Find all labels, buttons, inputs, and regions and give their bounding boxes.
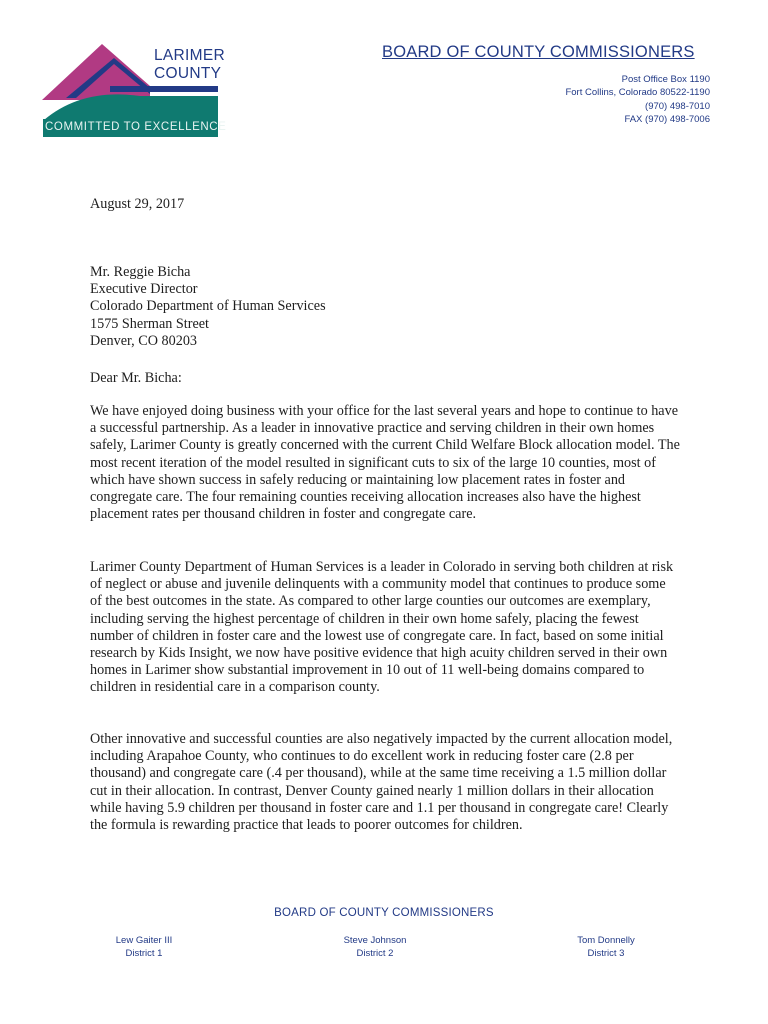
commissioner-name: Tom Donnelly [577, 935, 635, 946]
recipient-title: Executive Director [90, 281, 198, 298]
paragraph-text: Larimer County Department of Human Services is a leader in Colorado in serving both children at risk of neglect or abuse and juvenile delinquents with a community model that continues to produce some of the best outcomes in the state. As compared to other large counties our outcomes are exemplary, including serving the highest percentage of children in their own home safely, placing the fewest number of children in foster care and the lowest use of congregate care. In fact, based on some initial research by Kids Insight, we now have positive evidence that high acuity children served in their own homes in Larimer show substantial improvement in 10 out of 11 well-being domains compared to children in residential care in a comparison county. [90, 559, 674, 696]
letterhead-contact [565, 73, 710, 126]
recipient-street: 1575 Sherman Street [90, 315, 209, 332]
logo-tagline: COMMITTED TO EXCELLENCE [45, 121, 227, 133]
commissioner-district: District 3 [587, 947, 625, 959]
logo-text-larimer: LARIMER [154, 47, 226, 64]
letter-paragraph-1 [90, 403, 680, 523]
commissioner-name: Steve Johnson [343, 935, 407, 946]
letter-date: August 29, 2017 [90, 196, 185, 212]
recipient-address [90, 264, 680, 350]
contact-city: Fort Collins, Colorado 80522-1190 [565, 87, 710, 99]
commissioner-district: District 1 [125, 947, 163, 959]
commissioner-name: Lew Gaiter III [115, 935, 173, 946]
letterhead-board-title: BOARD OF COUNTY COMMISSIONERS [382, 43, 695, 61]
paragraph-text: Other innovative and successful counties are also negatively impacted by the current allocation model, including Arapahoe County, who continues to do excellent work in reducing foster care (2.8 per thousand) and congregate care (.4 per thousand), while at the same time receiving a 1.5 million dollar cut in their allocation. In contrast, Denver County gained nearly 1 million dollars in their allocation while having 5.9 children per thousand in foster care and 1.1 per thousand in congregate care! Clearly the formula is rewarding practice that leads to poorer outcomes for children. [90, 731, 673, 834]
recipient-name: Mr. Reggie Bicha [90, 264, 191, 280]
contact-po-box: Post Office Box 1190 [621, 74, 710, 85]
paragraph-text: We have enjoyed doing business with your office for the last several years and hope to continue to have a successful partnership. As a leader in innovative practice and serving children in their own homes safely, Larimer County is greatly concerned with the current Child Welfare Block allocation model. The most recent iteration of the model resulted in significant cuts to six of the large 10 counties, most of which have shown success in safely reducing or maintaining low placement rates in foster and congregate care. The four remaining counties receiving allocation increases also have the highest placement rates per thousand children in foster and congregate care. [90, 403, 680, 523]
footer-board-title: BOARD OF COUNTY COMMISSIONERS [274, 907, 494, 919]
commissioner-3 [536, 935, 676, 960]
logo-tagline-bar [43, 119, 227, 137]
recipient-organization: Colorado Department of Human Services [90, 298, 326, 315]
letter-paragraph-2 [90, 559, 680, 697]
salutation: Dear Mr. Bicha: [90, 370, 182, 386]
logo-text-county: COUNTY [154, 65, 222, 82]
recipient-city: Denver, CO 80203 [90, 332, 198, 349]
commissioner-district: District 2 [356, 947, 394, 959]
commissioner-1 [74, 935, 214, 960]
contact-phone: (970) 498-7010 [645, 100, 710, 112]
contact-fax: FAX (970) 498-7006 [624, 113, 710, 125]
letter-paragraph-3 [90, 731, 680, 834]
commissioner-2 [305, 935, 445, 960]
